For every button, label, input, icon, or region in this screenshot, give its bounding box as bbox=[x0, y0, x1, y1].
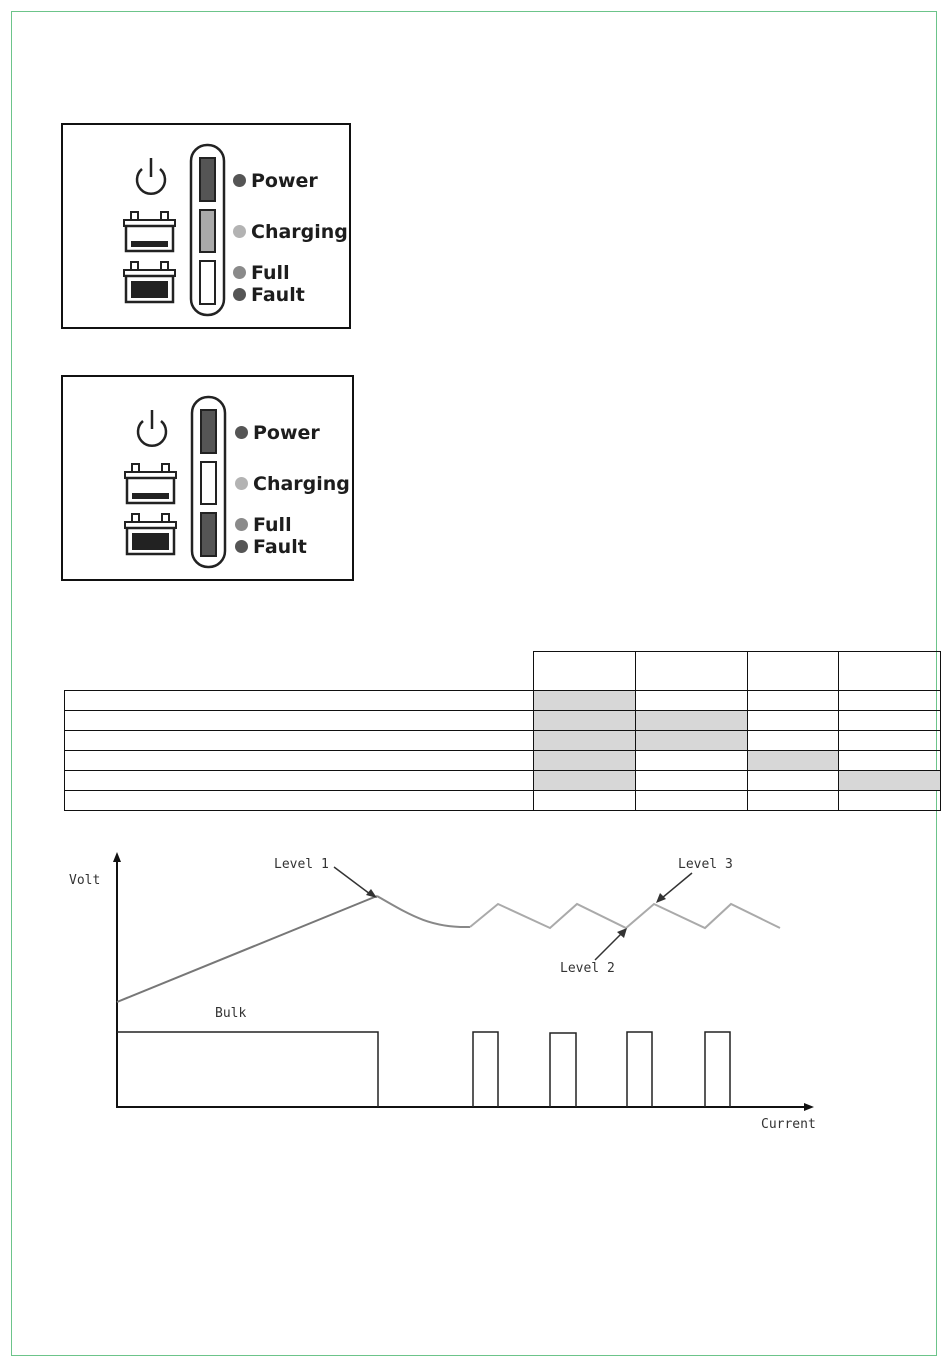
bulk-label: Bulk bbox=[215, 1006, 247, 1021]
table-row bbox=[65, 731, 941, 751]
table-cell bbox=[534, 791, 636, 811]
table-header-cell bbox=[636, 652, 748, 691]
table-header-cell bbox=[65, 652, 534, 691]
table-cell bbox=[636, 751, 748, 771]
power-icon bbox=[137, 158, 165, 194]
fault-label: Fault bbox=[251, 284, 305, 306]
led-panel-fault bbox=[61, 375, 354, 581]
table-row bbox=[65, 771, 941, 791]
table-header-cell bbox=[534, 652, 636, 691]
table-row bbox=[65, 791, 941, 811]
float-voltage-line bbox=[470, 904, 780, 928]
charging-label: Charging bbox=[251, 221, 348, 243]
table-cell bbox=[65, 751, 534, 771]
led-panel-charging bbox=[61, 123, 351, 329]
level-1-label: Level 1 bbox=[274, 857, 329, 872]
battery-full-icon bbox=[125, 514, 176, 554]
table-header-row bbox=[65, 652, 941, 691]
x-axis-label: Current bbox=[761, 1117, 816, 1132]
battery-half-icon bbox=[124, 212, 175, 251]
bulk-current-block bbox=[117, 1032, 378, 1107]
table-cell-shaded bbox=[534, 711, 636, 731]
power-led bbox=[201, 410, 216, 453]
current-pulse bbox=[473, 1032, 498, 1107]
power-label: Power bbox=[251, 170, 318, 192]
level-1-arrow-icon bbox=[366, 889, 377, 898]
power-label: Power bbox=[253, 422, 320, 444]
table-cell bbox=[748, 691, 839, 711]
charging-profile-diagram bbox=[50, 840, 840, 1140]
table-cell-shaded bbox=[748, 751, 839, 771]
fault-indicator-dot bbox=[233, 288, 246, 301]
table-cell-shaded bbox=[534, 751, 636, 771]
table-cell bbox=[748, 791, 839, 811]
x-axis-arrow bbox=[804, 1103, 814, 1111]
charging-indicator-dot bbox=[233, 225, 246, 238]
level-3-pointer bbox=[662, 873, 692, 898]
full-fault-led bbox=[201, 513, 216, 556]
current-pulse bbox=[705, 1032, 730, 1107]
table-cell bbox=[65, 711, 534, 731]
table-cell bbox=[65, 791, 534, 811]
fault-label: Fault bbox=[253, 536, 307, 558]
table-cell-shaded bbox=[839, 771, 941, 791]
fault-indicator-dot bbox=[235, 540, 248, 553]
table-cell bbox=[636, 791, 748, 811]
full-label: Full bbox=[251, 262, 290, 284]
table-cell-shaded bbox=[636, 711, 748, 731]
full-label: Full bbox=[253, 514, 292, 536]
power-indicator-dot bbox=[235, 426, 248, 439]
battery-full-icon bbox=[124, 262, 175, 302]
level-2-pointer bbox=[595, 932, 623, 960]
table-cell bbox=[839, 691, 941, 711]
table-row bbox=[65, 751, 941, 771]
table-cell-shaded bbox=[636, 731, 748, 751]
table-cell bbox=[748, 771, 839, 791]
full-indicator-dot bbox=[235, 518, 248, 531]
current-pulse bbox=[627, 1032, 652, 1107]
y-axis-label: Volt bbox=[69, 873, 101, 888]
table-header-cell bbox=[748, 652, 839, 691]
full-indicator-dot bbox=[233, 266, 246, 279]
table-cell-shaded bbox=[534, 771, 636, 791]
absorption-curve bbox=[377, 896, 470, 927]
table-cell bbox=[839, 791, 941, 811]
table-cell bbox=[636, 691, 748, 711]
power-icon bbox=[138, 410, 166, 446]
table-cell bbox=[636, 771, 748, 791]
table-cell bbox=[839, 711, 941, 731]
table-cell bbox=[65, 771, 534, 791]
level-1-pointer bbox=[334, 867, 370, 894]
table-cell bbox=[748, 711, 839, 731]
table-row bbox=[65, 711, 941, 731]
table-cell bbox=[65, 731, 534, 751]
table-cell bbox=[839, 731, 941, 751]
level-2-label: Level 2 bbox=[560, 961, 615, 976]
table-header-cell bbox=[839, 652, 941, 691]
table-cell-shaded bbox=[534, 731, 636, 751]
full-fault-led bbox=[200, 261, 215, 304]
level-3-label: Level 3 bbox=[678, 857, 733, 872]
table-cell bbox=[65, 691, 534, 711]
y-axis-arrow bbox=[113, 852, 121, 862]
current-pulse bbox=[550, 1033, 576, 1107]
charging-label: Charging bbox=[253, 473, 350, 495]
battery-half-icon bbox=[125, 464, 176, 503]
power-led bbox=[200, 158, 215, 201]
charging-led bbox=[200, 210, 215, 252]
level-3-arrow-icon bbox=[656, 893, 666, 903]
charging-indicator-dot bbox=[235, 477, 248, 490]
table-cell-shaded bbox=[534, 691, 636, 711]
table-cell bbox=[748, 731, 839, 751]
led-status-table bbox=[64, 651, 941, 811]
charging-led bbox=[201, 462, 216, 504]
bulk-voltage-line bbox=[117, 896, 377, 1002]
table-cell bbox=[839, 751, 941, 771]
table-row bbox=[65, 691, 941, 711]
power-indicator-dot bbox=[233, 174, 246, 187]
